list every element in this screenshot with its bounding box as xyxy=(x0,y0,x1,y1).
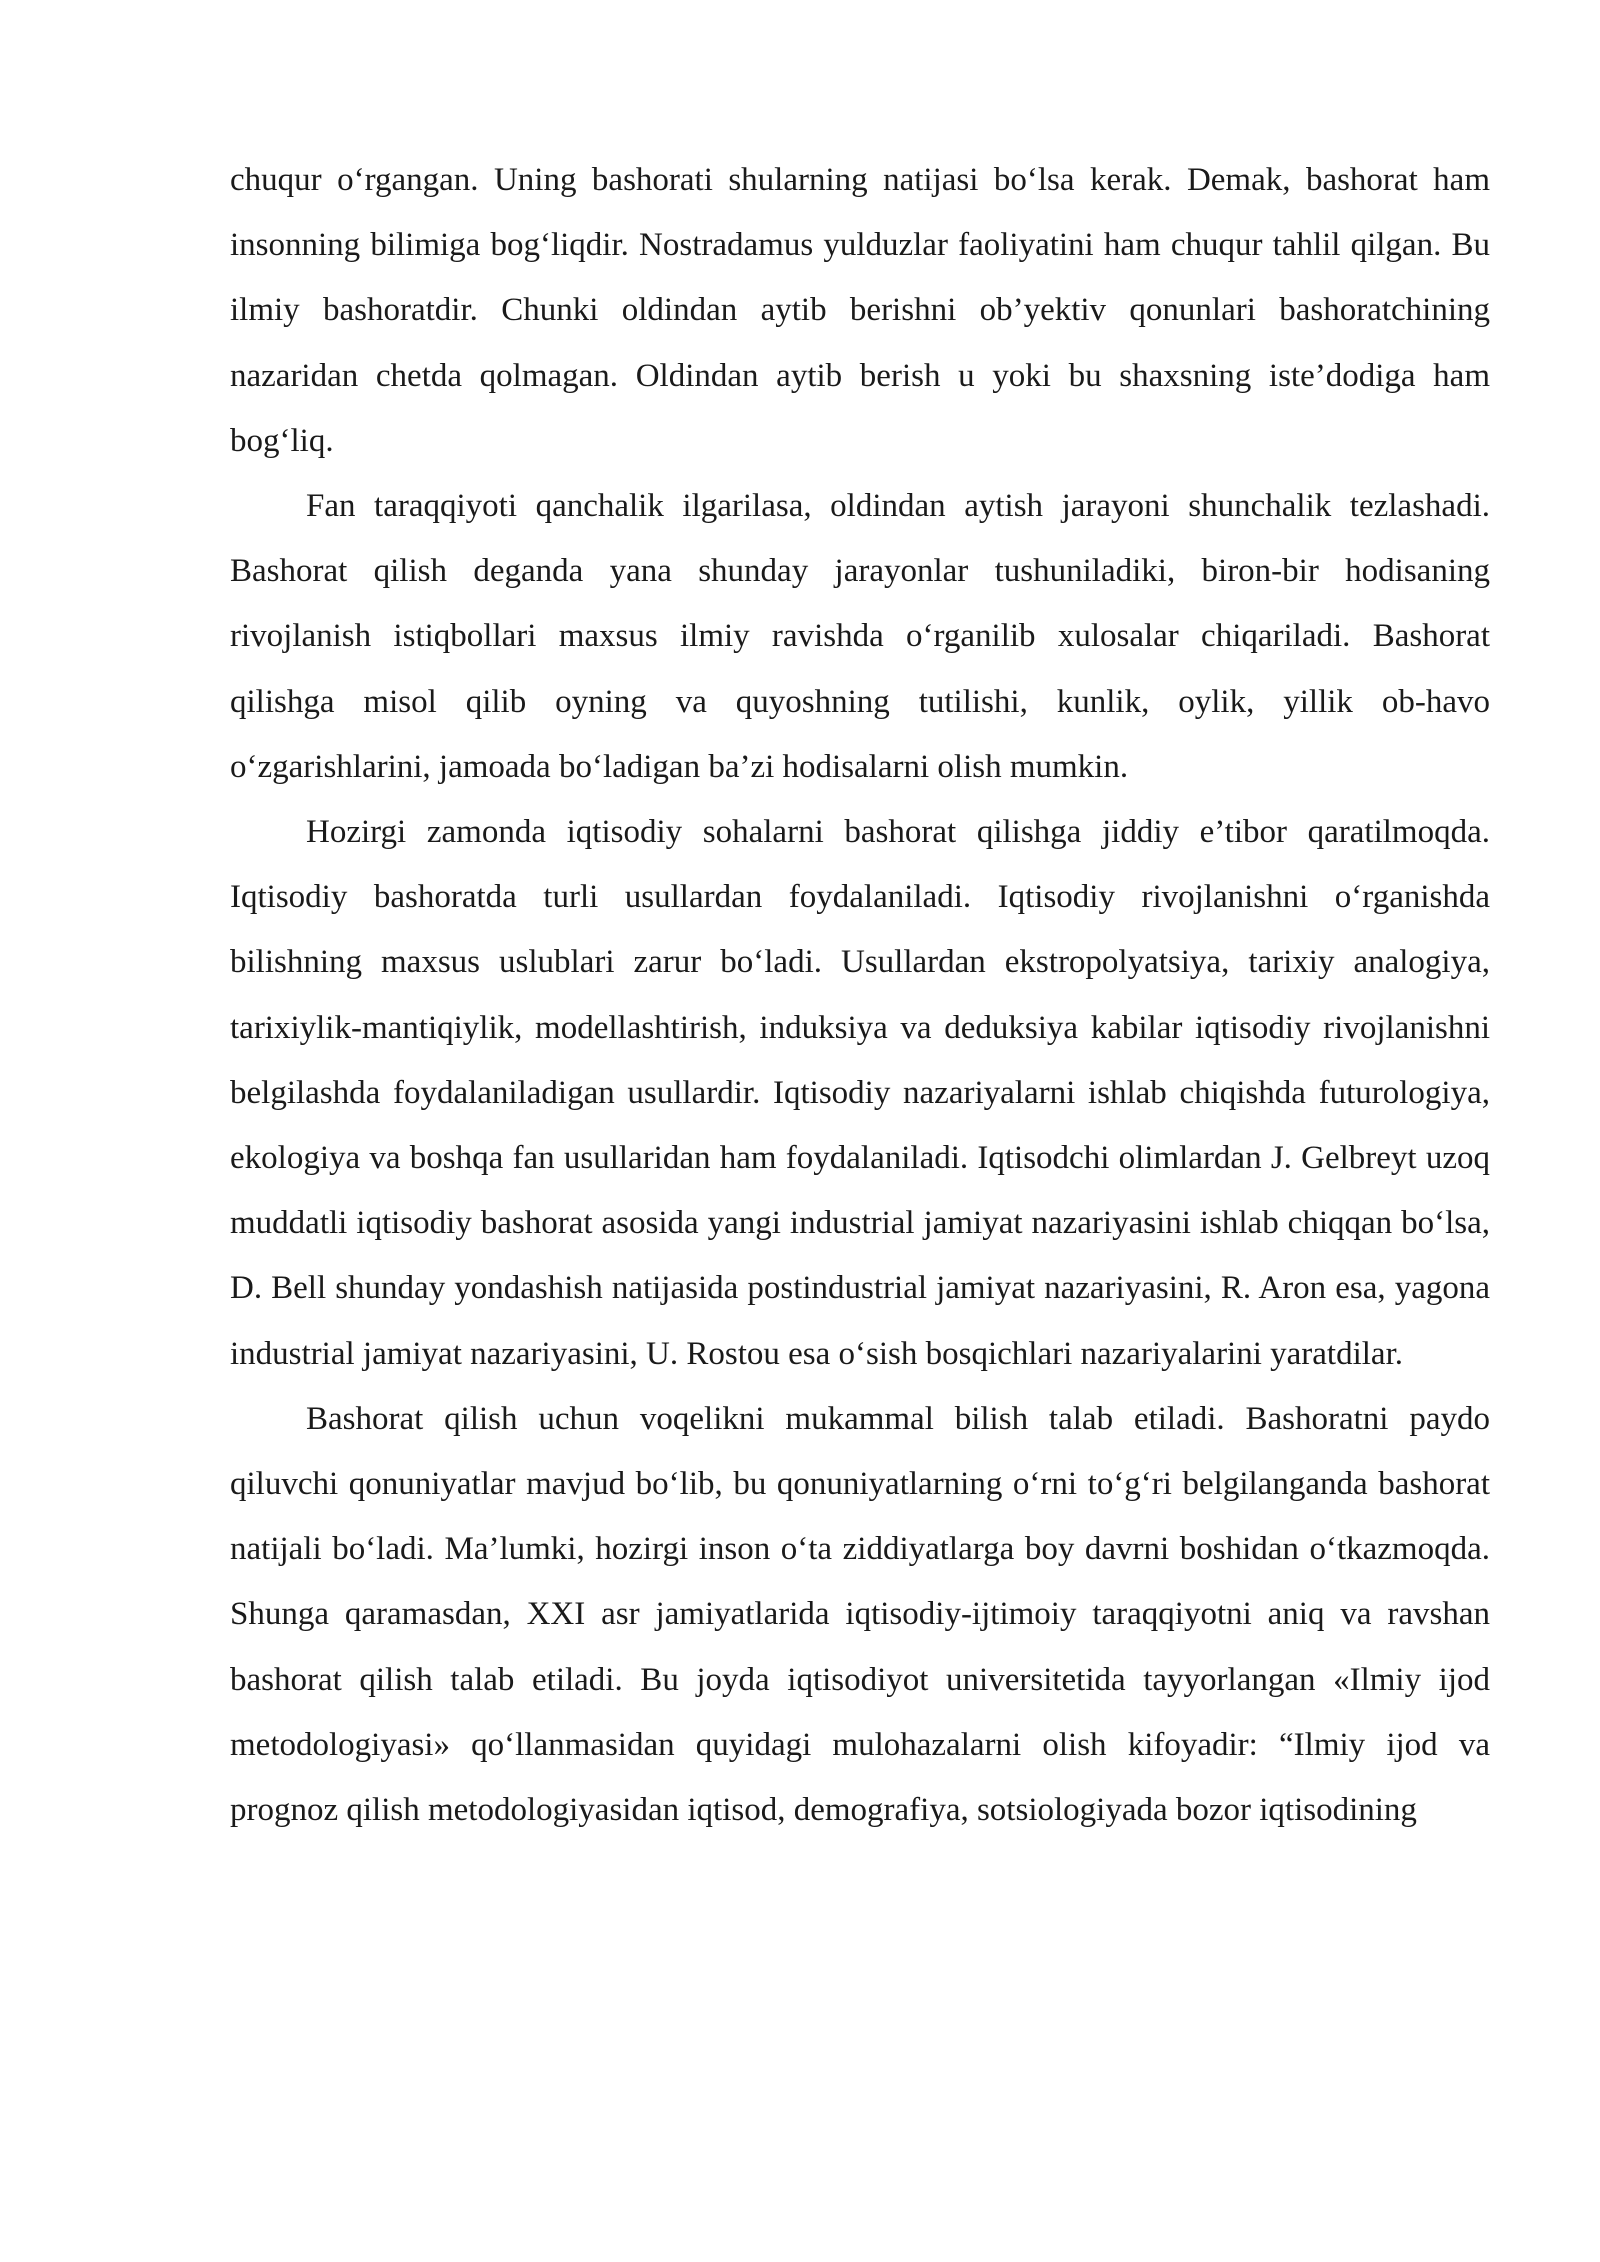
paragraph-economic-forecasting: Hozirgi zamonda iqtisodiy sohalarni bashorat qilishga jiddiy e’tibor qaratilmoqda. Iqtisodiy bashoratda turli usullardan foydalaniladi. Iqtisodiy rivojlanishni o‘rganishda bilishning maxsus uslublari zarur bo‘ladi. Usullardan ekstropolyatsiya, tarixiy analogiya, tarixiylik-mantiqiylik, modellashtirish, induksiya va deduksiya kabilar iqtisodiy rivojlanishni belgilashda foydalaniladigan usullardir. Iqtisodiy nazariyalarni ishlab chiqishda futurologiya, ekologiya va boshqa fan usullaridan ham foydalaniladi. Iqtisodchi olimlardan J. Gelbreyt uzoq muddatli iqtisodiy bashorat asosida yangi industrial jamiyat nazariyasini ishlab chiqqan bo‘lsa, D. Bell shunday yondashish natijasida postindustrial jamiyat nazariyasini, R. Aron esa, yagona industrial jamiyat nazariyasini, U. Rostou esa o‘sish bosqichlari nazariyalarini yaratdilar. xyxy=(230,814,1490,1372)
paragraph-science-progress: Fan taraqqiyoti qanchalik ilgarilasa, oldindan aytish jarayoni shunchalik tezlashadi. Bashorat qilish deganda yana shunday jarayonlar tushuniladiki, biron-bir hodisaning rivojlanish istiqbollari maxsus ilmiy ravishda o‘rganilib xulosalar chiqariladi. Bashorat qilishga misol qilib oyning va quyoshning tutilishi, kunlik, oylik, yillik ob-havo o‘zgarishlarini, jamoada bo‘ladigan ba’zi hodisalarni olish mumkin. xyxy=(230,488,1490,785)
paragraph-forecasting-requirements: Bashorat qilish uchun voqelikni mukammal bilish talab etiladi. Bashoratni paydo qiluvchi qonuniyatlar mavjud bo‘lib, bu qonuniyatlarning o‘rni to‘g‘ri belgilanganda bashorat natijali bo‘ladi. Ma’lumki, hozirgi inson o‘ta ziddiyatlarga boy davrni boshidan o‘tkazmoqda. Shunga qaramasdan, XXI asr jamiyatlarida iqtisodiy-ijtimoiy taraqqiyotni aniq va ravshan bashorat qilish talab etiladi. Bu joyda iqtisodiyot universitetida tayyorlangan «Ilmiy ijod metodologiyasi» qo‘llanmasidan quyidagi mulohazalarni olish kifoyadir: “Ilmiy ijod va prognoz qilish metodologiyasidan iqtisod, demografiya, sotsiologiyada bozor iqtisodining xyxy=(230,1400,1490,1829)
document-body xyxy=(230,148,1490,1843)
paragraph-continuation: chuqur o‘rgangan. Uning bashorati shularning natijasi bo‘lsa kerak. Demak, bashorat ham insonning bilimiga bog‘liqdir. Nostradamus yulduzlar faoliyatini ham chuqur tahlil qilgan. Bu ilmiy bashoratdir. Chunki oldindan aytib berishni ob’yektiv qonunlari bashoratchining nazaridan chetda qolmagan. Oldindan aytib berish u yoki bu shaxsning iste’dodiga ham bog‘liq. xyxy=(230,162,1490,459)
